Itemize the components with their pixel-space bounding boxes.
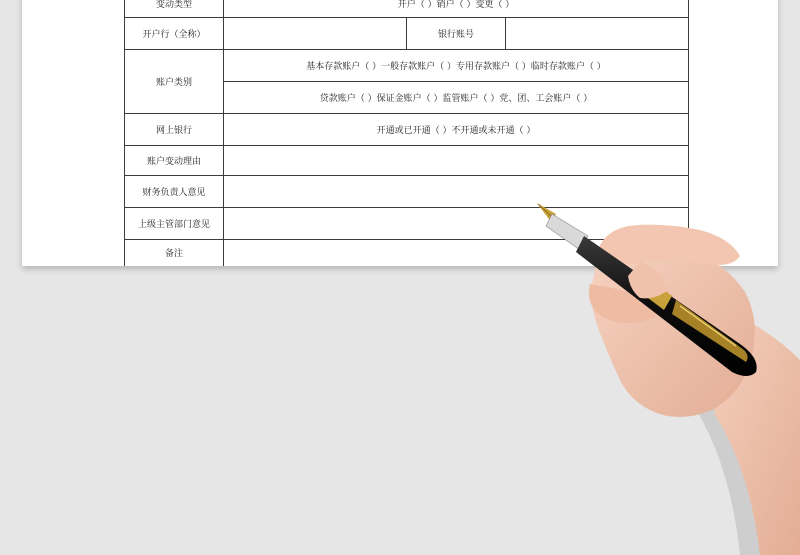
account-type-options-line1: 基本存款账户（ ）一般存款账户（ ）专用存款账户（ ）临时存款账户（ ） — [224, 50, 689, 82]
row-online-banking — [125, 114, 689, 146]
row-account-type-1 — [125, 50, 689, 82]
label-account-type: 账户类别 — [125, 50, 224, 114]
label-change-reason: 账户变动理由 — [125, 146, 224, 176]
hand-holding-fountain-pen-icon — [530, 190, 800, 555]
account-type-options-line2: 贷款账户（ ）保证金账户（ ）监管账户（ ）党、团、工会账户（ ） — [224, 82, 689, 114]
label-online-banking: 网上银行 — [125, 114, 224, 146]
change-reason-field[interactable] — [224, 146, 689, 176]
label-change-type: 变动类型 — [125, 0, 224, 18]
label-supervisor-opinion: 上级主管部门意见 — [125, 208, 224, 240]
change-type-options: 开户（ ）销户（ ）变更（ ） — [224, 0, 689, 18]
online-banking-options: 开通或已开通（ ）不开通或未开通（ ） — [224, 114, 689, 146]
label-opening-bank: 开户行（全称） — [125, 18, 224, 50]
row-bank — [125, 18, 689, 50]
bank-account-field[interactable] — [506, 18, 689, 50]
opening-bank-field[interactable] — [224, 18, 407, 50]
row-change-reason — [125, 146, 689, 176]
label-remarks: 备注 — [125, 240, 224, 266]
row-change-type — [125, 0, 689, 18]
label-finance-opinion: 财务负责人意见 — [125, 176, 224, 208]
label-bank-account: 银行账号 — [407, 18, 506, 50]
